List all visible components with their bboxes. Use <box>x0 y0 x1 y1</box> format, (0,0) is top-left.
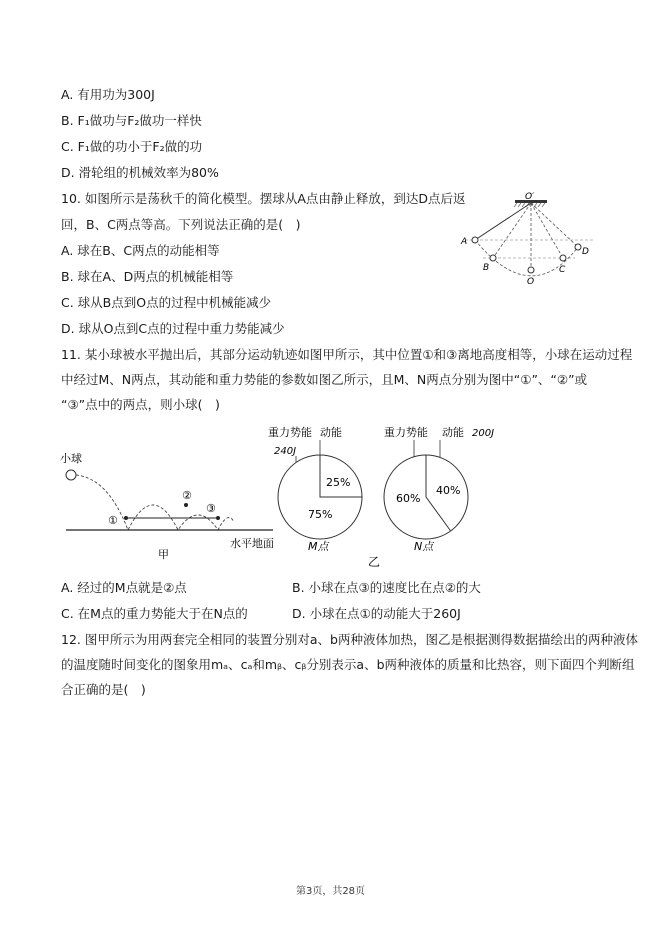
m-ke-pct: 25% <box>326 476 351 489</box>
ball-a <box>472 237 478 243</box>
label-point-1: ① <box>108 514 118 527</box>
label-point-2: ② <box>182 489 192 502</box>
label-d: D <box>582 247 589 257</box>
q9-option-a: A. 有用功为300J <box>61 87 155 102</box>
point-3 <box>216 516 220 520</box>
caption-jia: 甲 <box>158 548 169 560</box>
m-pe-pct: 75% <box>308 508 333 521</box>
q11-option-d: D. 小球在点①的动能大于260J <box>292 606 461 621</box>
ball-c <box>560 255 566 261</box>
n-ke-pct: 40% <box>436 484 461 497</box>
ball-d <box>575 244 581 250</box>
q11-option-c: C. 在M点的重力势能大于在N点的 <box>61 606 248 621</box>
label-a: A <box>461 237 468 247</box>
q12-stem-line2: 的温度随时间变化的图象用mₐ、cₐ和mᵦ、cᵦ分别表示a、b两种液体的质量和比热容，则下面四个判断组 <box>61 657 635 672</box>
q11-figure-yi <box>258 422 518 570</box>
q10-option-d: D. 球从O点到C点的过程中重力势能减少 <box>61 321 285 336</box>
string-c <box>531 203 563 258</box>
m-pe-label: 重力势能 <box>268 426 312 439</box>
page-footer: 第3页，共28页 <box>295 886 366 897</box>
string-b <box>493 203 531 258</box>
label-point-3: ③ <box>206 502 216 515</box>
m-point-label: M点 <box>308 540 329 553</box>
string-a <box>475 203 531 240</box>
ball-label: 小球 <box>60 452 82 465</box>
point-2 <box>184 503 188 507</box>
m-ke-label: 动能 <box>320 426 342 439</box>
caption-yi: 乙 <box>368 555 381 569</box>
thrown-ball <box>66 470 76 480</box>
label-o: O <box>527 277 535 287</box>
q10-option-b: B. 球在A、D两点的机械能相等 <box>61 269 234 284</box>
ground-label: 水平地面 <box>230 537 274 550</box>
m-energy-label: 240J <box>274 446 297 457</box>
q11-stem-line3: “③”点中的两点，则小球( ) <box>61 397 220 412</box>
q10-option-a: A. 球在B、C两点的动能相等 <box>61 243 220 258</box>
n-point-label: N点 <box>414 540 434 553</box>
q11-option-b: B. 小球在点③的速度比在点②的大 <box>292 580 481 595</box>
q10-stem-line1: 10. 如图所示是荡秋千的简化模型。摆球从A点由静止释放，到达D点后返 <box>61 191 466 206</box>
q10-pendulum-figure <box>455 190 605 290</box>
q10-option-c: C. 球从B点到O点的过程中机械能减少 <box>61 295 272 310</box>
q9-option-d: D. 滑轮组的机械效率为80% <box>61 165 219 180</box>
q9-option-b: B. F₁做功与F₂做功一样快 <box>61 113 202 128</box>
pivot-label: O′ <box>525 192 535 202</box>
n-pe-pct: 60% <box>396 492 421 505</box>
n-pe-label: 重力势能 <box>384 426 428 439</box>
string-d <box>531 203 578 247</box>
label-c: C <box>559 265 566 275</box>
q11-stem-line2: 中经过M、N两点，其动能和重力势能的参数如图乙所示，且M、N两点分别为图中“①”、“②”或 <box>61 372 588 387</box>
q9-option-c: C. F₁做的功小于F₂做的功 <box>61 139 203 154</box>
point-1 <box>124 516 128 520</box>
ball-b <box>490 255 496 261</box>
q12-stem-line1: 12. 图甲所示为用两套完全相同的装置分别对a、b两种液体加热，图乙是根据测得数据描绘出的两种液体 <box>61 632 638 647</box>
label-b: B <box>483 263 490 273</box>
q11-figure-jia <box>58 450 280 560</box>
q11-option-a: A. 经过的M点就是②点 <box>61 580 187 595</box>
n-energy-label: 200J <box>472 428 495 439</box>
q10-stem-line2: 回，B、C两点等高。下列说法正确的是( ) <box>61 217 301 232</box>
n-ke-label: 动能 <box>442 426 464 439</box>
q11-stem-line1: 11. 某小球被水平抛出后，其部分运动轨迹如图甲所示，其中位置①和③离地高度相等，小球在运动过程 <box>61 347 633 362</box>
ball-o <box>528 267 534 273</box>
q12-stem-line3: 合正确的是( ) <box>61 682 146 697</box>
